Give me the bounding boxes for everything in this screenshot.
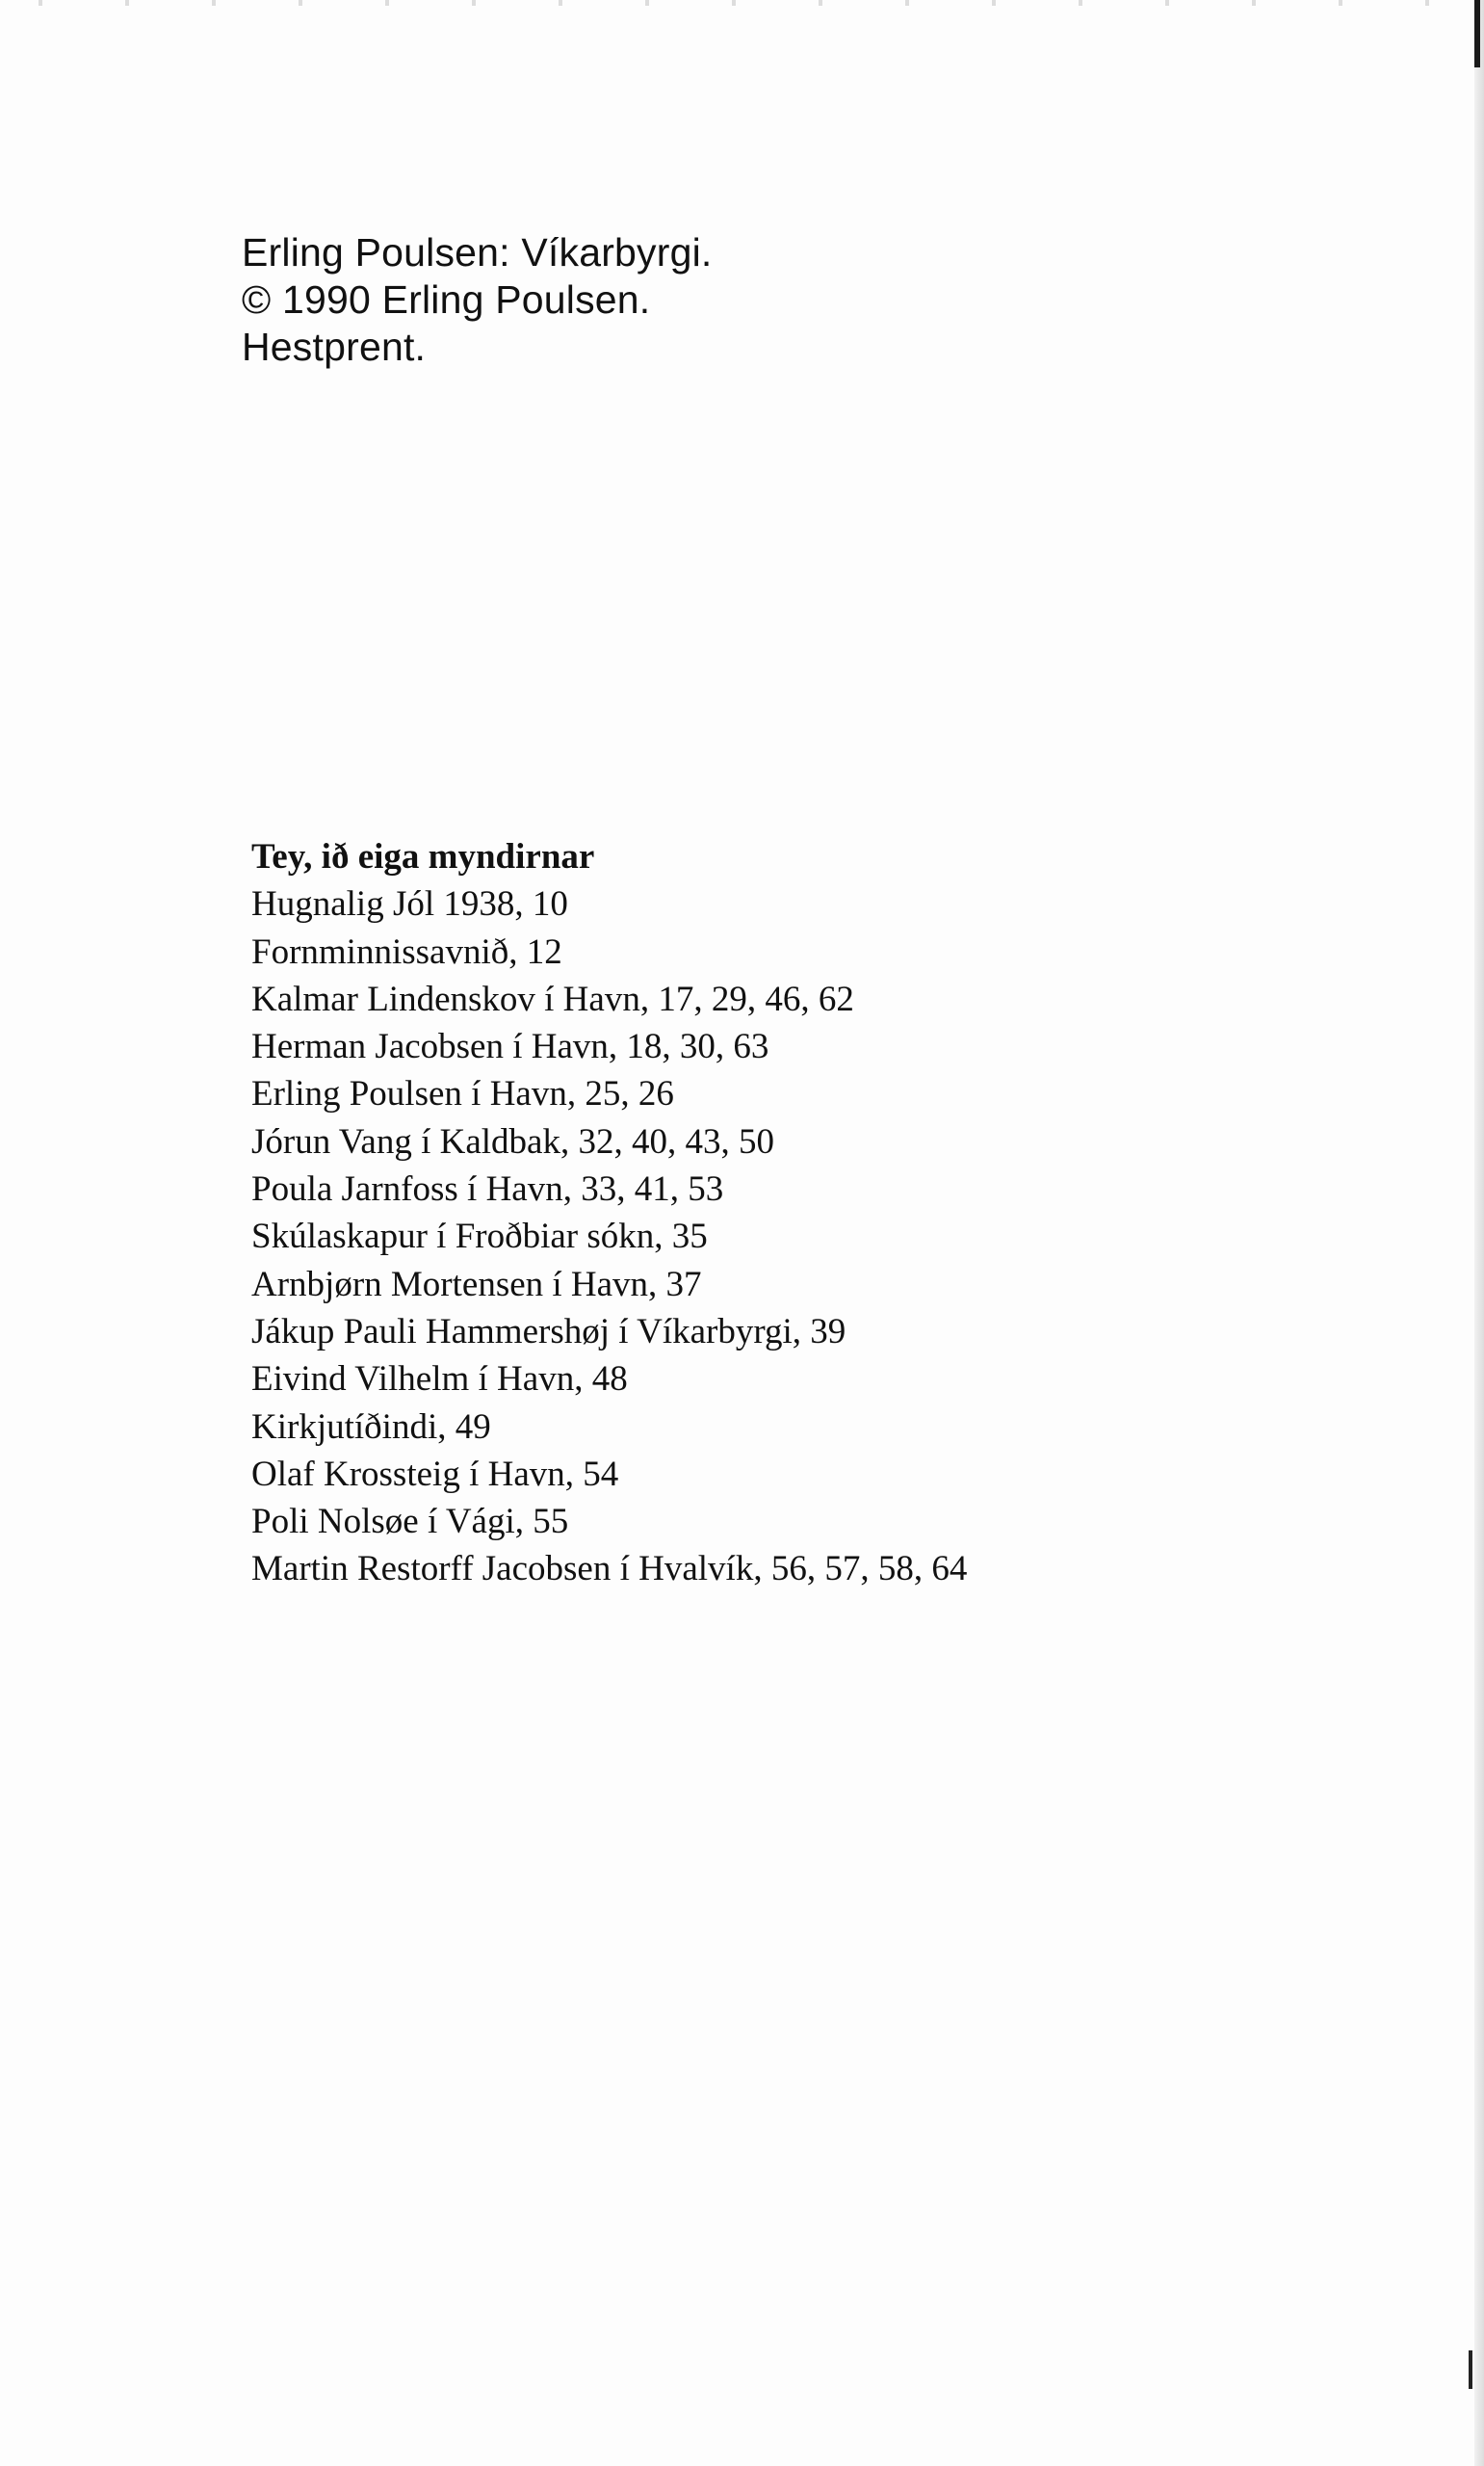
credit-entry: Hugnalig Jól 1938, 10 — [251, 884, 568, 925]
credit-entry: Arnbjørn Mortensen í Havn, 37 — [251, 1264, 702, 1304]
credit-entry: Poli Nolsøe í Vági, 55 — [251, 1502, 569, 1542]
credit-entry: Olaf Krossteig í Havn, 54 — [251, 1454, 619, 1494]
credit-entry: Eivind Vilhelm í Havn, 48 — [251, 1359, 628, 1400]
credit-entry: Kalmar Lindenskov í Havn, 17, 29, 46, 62 — [251, 979, 854, 1019]
imprint-printer-line: Hestprent. — [242, 325, 427, 369]
credit-entry: Martin Restorff Jacobsen í Hvalvík, 56, 57, 58, 64 — [251, 1549, 968, 1589]
credit-entry: Poula Jarnfoss í Havn, 33, 41, 53 — [251, 1169, 724, 1210]
credit-entry: Kirkjutíðindi, 49 — [251, 1406, 491, 1447]
credit-entry: Jórun Vang í Kaldbak, 32, 40, 43, 50 — [251, 1121, 774, 1162]
credit-entry: Herman Jacobsen í Havn, 18, 30, 63 — [251, 1027, 769, 1067]
credit-entry: Erling Poulsen í Havn, 25, 26 — [251, 1074, 674, 1115]
imprint-copyright-line: © 1990 Erling Poulsen. — [242, 277, 651, 322]
scan-mark-bottom — [1469, 2350, 1472, 2389]
credit-entry: Jákup Pauli Hammershøj í Víkarbyrgi, 39 — [251, 1311, 846, 1351]
imprint-block — [242, 229, 713, 371]
photo-credits — [251, 833, 967, 1593]
scan-speckle-top — [0, 0, 1484, 6]
credit-entry: Skúlaskapur í Froðbiar sókn, 35 — [251, 1217, 708, 1257]
scan-mark-top — [1474, 0, 1480, 67]
imprint-title-line: Erling Poulsen: Víkarbyrgi. — [242, 230, 713, 275]
scan-edge-right — [1474, 0, 1484, 2466]
credits-heading: Tey, ið eiga myndirnar — [251, 837, 595, 877]
credit-entry: Fornminnissavnið, 12 — [251, 931, 562, 972]
